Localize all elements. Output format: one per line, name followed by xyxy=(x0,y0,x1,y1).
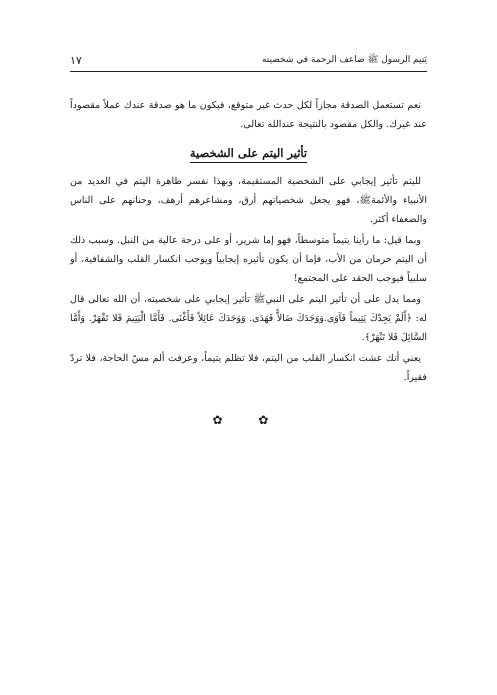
page-header xyxy=(70,52,427,68)
section-heading-text: تأثير اليتم على الشخصية xyxy=(190,146,307,163)
section-paragraph-3 xyxy=(70,290,427,347)
section-heading xyxy=(70,146,427,160)
page-body xyxy=(70,96,427,389)
header-divider xyxy=(70,71,427,72)
section-paragraph-1: لليتم تأثير إيجابي على الشخصية المستقيمة، وبهذا نفسر ظاهرة اليتم في العديد من الأنبياء والأئمةﷺ، فهو يجعل شخصياتهم أرق، ومشاعرهم أرهف، وحنانهم على الناس والضعفاء أكثر. xyxy=(70,176,427,225)
page-number: ١٧ xyxy=(70,53,82,67)
section-end-ornament: ✿ ✿ xyxy=(212,413,285,427)
paragraph-3-text: ومما يدل على أن تأثير اليتم على النبيﷺ تأثير إيجابي على شخصيته، أن الله تعالى قال له: xyxy=(70,294,427,324)
intro-paragraph: نعم تستعمل الصدقة مجازاً لكل حدث غير متوقع، فيكون ما هو صدقة عندك عملاً مقصوداً عند غيرك. والكل مقصود بالنتيجة عندالله تعالى. xyxy=(70,100,427,130)
running-title: يَتيم الرسول ﷺ ضاعف الرحمة في شخصيته xyxy=(262,55,427,65)
quran-verse: ﴿أَلَمْ يَجِدْكَ يَتِيماً فَآوَى.وَوَجَدَكَ ضَالاًّ فَهَدَى. وَوَجَدَكَ عَائِلاً فَأَغْنَى. فَأَمَّا الْيَتِيمَ فَلا تَقْهَرْ. وَأَمَّا السَّائِلَ فَلا تَنْهَرْ﴾. xyxy=(70,313,427,343)
section-paragraph-4: يعني أنك عشت انكسار القلب من اليتم، فلا تظلم يتيماً، وعرفت ألم مسّ الحاجة، فلا تردّ فقيراً. xyxy=(70,353,427,383)
section-paragraph-2: وبما قيل: ما رأينا يتيماً متوسطاً، فهو إما شرير، أو على درجة عالية من النبل. وسبب ذلك أن اليتم حرمان من الأب، فإما أن يكون تأثيره إيجابياً ويوجب انكسار القلب والشفافية، أو سلبياً فيوجب الحقد على المجتمع! xyxy=(70,235,427,284)
